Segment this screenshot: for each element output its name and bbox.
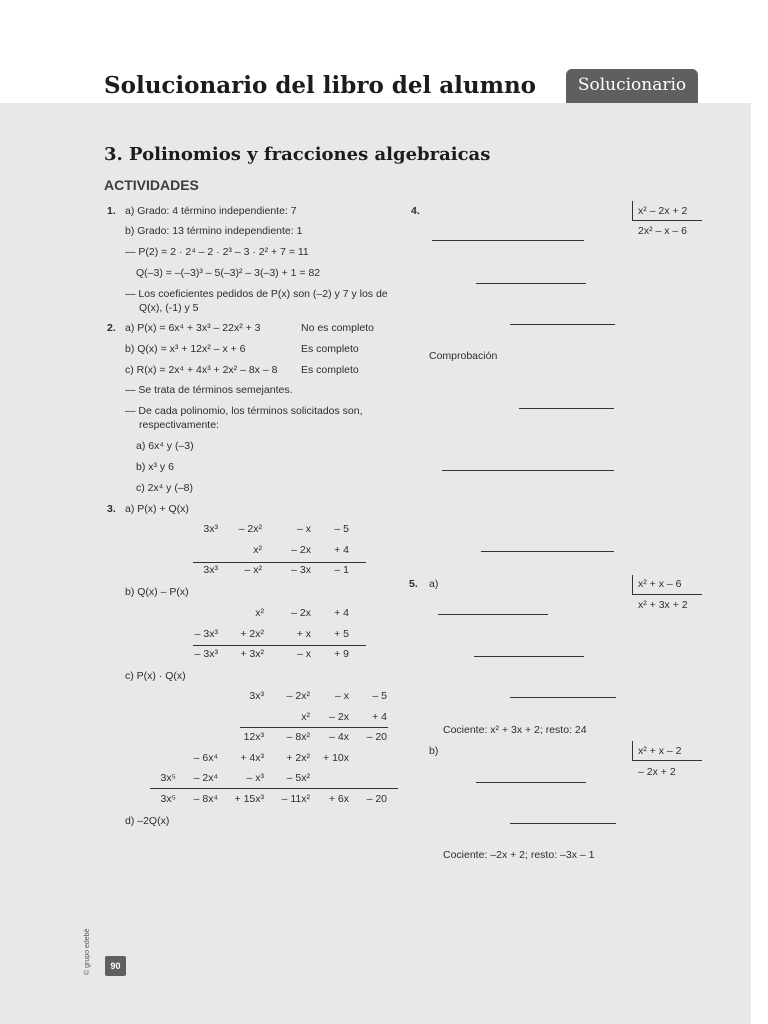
polynomial-term: x² (253, 543, 262, 556)
polynomial-term: + 10x (323, 751, 349, 764)
division-rule (438, 614, 548, 615)
polynomial-term: + 6x (328, 792, 349, 805)
polynomial-term: – x (296, 523, 311, 535)
exercise-number: 2. (107, 322, 116, 334)
polynomial-term: – 2x² (238, 523, 262, 535)
polynomial-term: 3x³ (249, 690, 264, 702)
polynomial-term: – x³ (246, 772, 264, 784)
exercise-1-q: Q(–3) = –(–3)³ – 5(–3)² – 3(–3) + 1 = 82 (136, 267, 321, 279)
result-5b: Cociente: –2x + 2; resto: –3x – 1 (443, 849, 595, 861)
polynomial-term: – 4x (329, 731, 349, 743)
polynomial-term: – x (296, 648, 311, 660)
exercise-2c-note: Es completo (301, 364, 359, 376)
exercise-1b: b) Grado: 13 término independiente: 1 (125, 225, 303, 237)
exercise-3c: c) P(x) · Q(x) (125, 670, 186, 682)
difference-rule (193, 645, 366, 646)
polynomial-term: 3x³ (203, 523, 218, 535)
polynomial-term: – 11x² (281, 792, 310, 805)
quotient-4: 2x² – x – 6 (638, 225, 688, 237)
polynomial-term: + 4 (334, 543, 349, 556)
quotient-5a: x² + 3x + 2 (638, 599, 688, 611)
polynomial-term: – 1 (334, 564, 349, 576)
division-rule (476, 283, 586, 284)
polynomial-term: – 8x² (286, 731, 310, 743)
polynomial-term: – 5 (372, 690, 387, 702)
sum-check-rule (481, 551, 614, 552)
polynomial-term: x² (301, 710, 310, 723)
exercise-number: 4. (411, 205, 420, 217)
division-rule (510, 324, 615, 325)
divisor-4: x² – 2x + 2 (638, 205, 688, 217)
check-label: Comprobación (429, 350, 498, 362)
exercise-2a: a) P(x) = 6x⁴ + 3x³ – 22x² + 3 (125, 322, 261, 334)
exercise-number: 3. (107, 503, 116, 515)
polynomial-term: + 2x² (286, 751, 310, 764)
division-rule (474, 656, 584, 657)
divisor-bracket (632, 201, 633, 220)
divisor-rule (632, 220, 702, 221)
polynomial-term: 3x⁵ (160, 772, 176, 784)
exercise-2a-note: No es completo (301, 322, 374, 334)
page-edge (751, 103, 768, 1024)
check-rule (519, 408, 614, 409)
polynomial-term: – x (334, 690, 349, 702)
page-header (0, 0, 768, 103)
polynomial-term: 12x³ (243, 731, 264, 743)
polynomial-term: – 2x⁴ (193, 772, 218, 784)
sum-rule (193, 562, 366, 563)
polynomial-term: – 3x³ (194, 627, 218, 640)
quotient-5b: – 2x + 2 (638, 766, 676, 778)
publisher-credit: © grupo edebé (84, 928, 91, 975)
page-title: Solucionario del libro del alumno (104, 72, 537, 99)
division-rule (476, 782, 586, 783)
exercise-3d: d) –2Q(x) (125, 815, 170, 827)
exercise-1a: a) Grado: 4 término independiente: 7 (125, 205, 297, 217)
exercise-3b: b) Q(x) – P(x) (125, 586, 189, 598)
divisor-rule (632, 760, 702, 761)
chapter-title: 3. Polinomios y fracciones algebraicas (104, 144, 491, 165)
exercise-5a-label: a) (429, 578, 439, 590)
polynomial-term: + 3x² (240, 648, 264, 660)
exercise-5b-label: b) (429, 745, 439, 757)
exercise-1-coef-line2: Q(x), (-1) y 5 (139, 302, 199, 314)
polynomial-term: x² (255, 607, 264, 619)
polynomial-term: – 2x² (286, 690, 310, 702)
divisor-rule (632, 594, 702, 595)
polynomial-term: – 2x (291, 607, 311, 619)
exercise-2-semejantes: — Se trata de términos semejantes. (125, 384, 293, 396)
exercise-2-cada-line1: — De cada polinomio, los términos solicitados son, (125, 405, 363, 417)
polynomial-term: 3x⁵ (160, 792, 176, 805)
divisor-bracket (632, 741, 633, 760)
exercise-2-cada-line2: respectivamente: (139, 419, 219, 431)
polynomial-term: + 4 (372, 710, 387, 723)
polynomial-term: + 4 (334, 607, 349, 619)
exercise-2-rb: b) x³ y 6 (136, 461, 174, 473)
polynomial-term: + 9 (334, 648, 349, 660)
exercise-number: 1. (107, 205, 116, 217)
exercise-2b: b) Q(x) = x³ + 12x² – x + 6 (125, 343, 246, 355)
polynomial-term: – 5x² (286, 772, 310, 784)
divisor-5b: x² + x – 2 (638, 745, 682, 757)
exercise-1-coef-line1: — Los coeficientes pedidos de P(x) son (–2) y 7 y los de (125, 288, 388, 300)
polynomial-term: – 20 (366, 792, 387, 805)
section-tab: Solucionario (566, 69, 698, 103)
activities-heading: ACTIVIDADES (104, 177, 199, 193)
polynomial-term: 3x³ (203, 564, 218, 576)
polynomial-term: – 5 (334, 523, 349, 535)
divisor-bracket (632, 575, 633, 594)
polynomial-term: – 6x⁴ (193, 751, 218, 764)
check-rule (442, 470, 614, 471)
polynomial-term: + 2x² (240, 627, 264, 640)
polynomial-term: – 8x⁴ (193, 792, 218, 805)
page-number: 90 (105, 956, 126, 976)
polynomial-term: – x² (244, 564, 262, 576)
exercise-2b-note: Es completo (301, 343, 359, 355)
polynomial-term: – 20 (366, 731, 387, 743)
exercise-2-rc: c) 2x⁴ y (–8) (136, 482, 194, 494)
product-rule-1 (240, 727, 388, 728)
polynomial-term: + 4x³ (240, 751, 264, 764)
divisor-5a: x² + x – 6 (638, 578, 682, 590)
product-rule-2 (150, 788, 398, 789)
result-5a: Cociente: x² + 3x + 2; resto: 24 (443, 724, 587, 736)
polynomial-term: + 5 (334, 627, 349, 640)
polynomial-term: – 3x (291, 564, 311, 576)
polynomial-term: – 2x (291, 543, 311, 556)
exercise-number: 5. (409, 578, 418, 590)
exercise-3a: a) P(x) + Q(x) (125, 503, 189, 515)
exercise-2-ra: a) 6x⁴ y (–3) (136, 440, 194, 452)
polynomial-term: + 15x³ (234, 792, 264, 805)
exercise-2c: c) R(x) = 2x⁴ + 4x³ + 2x² – 8x – 8 (125, 364, 278, 376)
polynomial-term: – 2x (329, 710, 349, 723)
division-rule (510, 697, 616, 698)
polynomial-term: – 3x³ (194, 648, 218, 660)
division-rule (432, 240, 584, 241)
exercise-1-p2: — P(2) = 2 · 2⁴ – 2 · 2³ – 3 · 2² + 7 = 11 (125, 246, 309, 258)
polynomial-term: + x (296, 627, 311, 640)
content-area (0, 103, 751, 1024)
division-rule (510, 823, 616, 824)
